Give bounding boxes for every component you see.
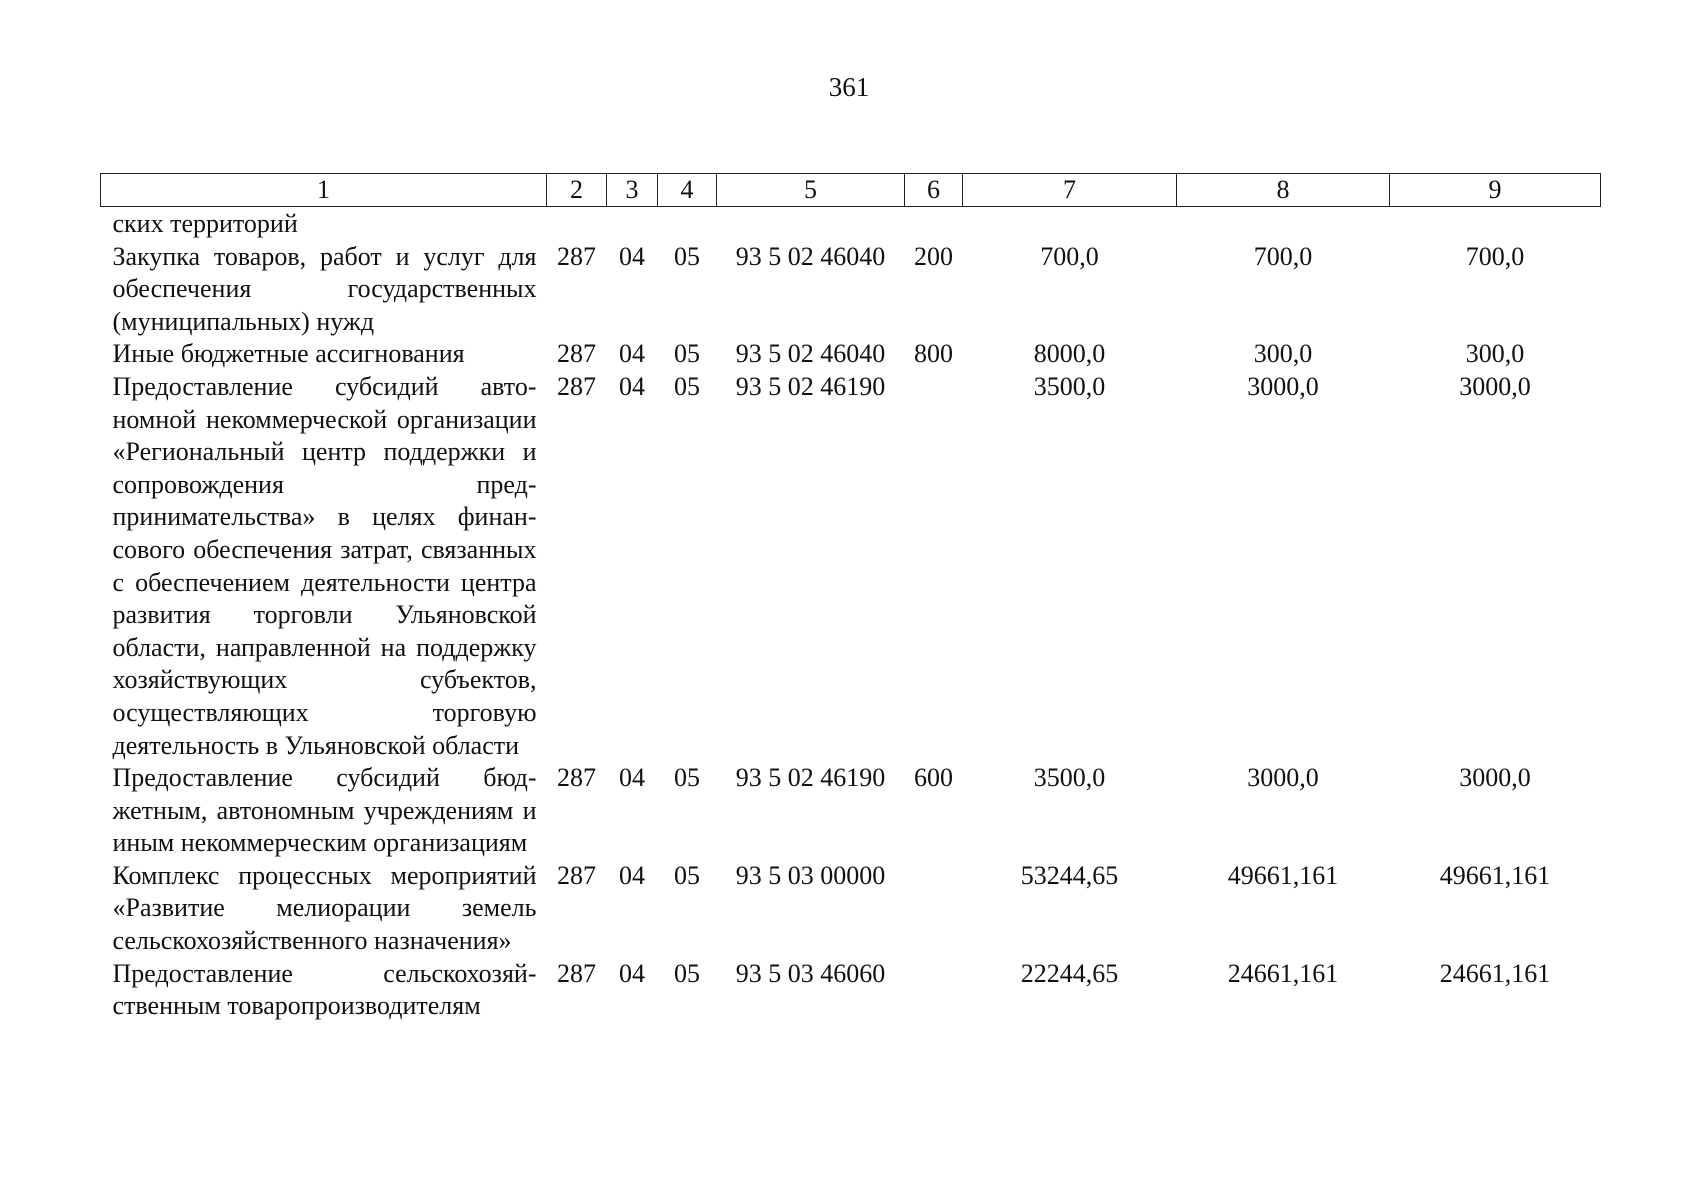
- amount-col-8: 3000,0: [1247, 371, 1319, 401]
- ministry-code: [547, 207, 607, 241]
- section-code: 04: [619, 371, 645, 401]
- section-code: 04: [619, 241, 645, 271]
- header-col-1: 1: [101, 174, 547, 207]
- amount-col-8: 24661,161: [1227, 958, 1339, 988]
- table-body: [101, 207, 1601, 1023]
- row-name: Предоставление субсидий автономной некоммерческой организации «Региональный центр поддержки и сопровождения предпринимательства» в целях финансового обеспечения затрат, связанных с обеспечением деятельности центра развития торговли Ульяновской области, направленной на поддержку хозяйствующих субъектов, осуществляющих торговую деятельность в Ульяновской области: [112, 371, 537, 760]
- ministry-code: 287: [557, 241, 596, 271]
- amount-col-9: 49661,161: [1439, 860, 1551, 890]
- table-row: [101, 762, 1601, 860]
- table-row: [101, 371, 1601, 762]
- expense-type-code: [905, 958, 963, 1023]
- subsection-code: 05: [674, 339, 700, 369]
- target-article-code: 93 5 02 46190: [735, 763, 886, 793]
- amount-col-7: 22244,65: [1020, 958, 1119, 988]
- amount-col-9: 24661,161: [1439, 958, 1551, 988]
- amount-col-8: 700,0: [1253, 241, 1313, 271]
- amount-col-7: 3500,0: [1033, 371, 1106, 401]
- section-code: 04: [619, 763, 645, 793]
- expense-type-code: [905, 371, 963, 762]
- section-code: [607, 207, 658, 241]
- table-header: [101, 174, 1601, 207]
- ministry-code: 287: [557, 339, 596, 369]
- amount-col-8: 300,0: [1253, 339, 1313, 369]
- amount-col-7: 700,0: [1040, 241, 1099, 271]
- expense-type-code: [905, 207, 963, 241]
- table-row: [101, 207, 1601, 241]
- row-name: Иные бюджетные ассигнования: [112, 339, 465, 369]
- expense-type-code: 800: [914, 339, 953, 369]
- subsection-code: 05: [674, 958, 700, 988]
- table-row: [101, 958, 1601, 1023]
- row-name: Предоставление субсидий бюджетным, автономным учреждениям и иным некоммерческим организациям: [112, 763, 537, 858]
- table-row: [101, 241, 1601, 339]
- target-article-code: [717, 207, 905, 241]
- subsection-code: [658, 207, 717, 241]
- section-code: 04: [619, 860, 645, 890]
- subsection-code: 05: [674, 241, 700, 271]
- amount-col-7: 3500,0: [1033, 763, 1106, 793]
- header-row: [101, 174, 1601, 207]
- target-article-code: 93 5 02 46190: [735, 371, 886, 401]
- table-row: [101, 338, 1601, 371]
- target-article-code: 93 5 02 46040: [735, 241, 886, 271]
- header-col-5: 5: [717, 174, 905, 207]
- subsection-code: 05: [674, 860, 700, 890]
- amount-col-8: [1177, 207, 1390, 241]
- page-number: 361: [828, 72, 870, 102]
- section-code: 04: [619, 339, 645, 369]
- amount-col-9: 700,0: [1465, 241, 1525, 271]
- amount-col-9: 300,0: [1465, 339, 1525, 369]
- section-code: 04: [619, 958, 645, 988]
- row-name: ских территорий: [112, 209, 298, 238]
- header-col-4: 4: [658, 174, 717, 207]
- row-name: Предоставление сельскохозяйственным товаропроизводителям: [112, 958, 537, 1021]
- subsection-code: 05: [674, 763, 700, 793]
- ministry-code: 287: [557, 860, 596, 890]
- amount-col-9: [1390, 207, 1601, 241]
- header-col-3: 3: [607, 174, 658, 207]
- row-name: Комплекс процессных мероприятий «Развитие мелиорации земель сельскохозяйственного назначения»: [112, 860, 537, 956]
- header-col-9: 9: [1390, 174, 1601, 207]
- amount-col-9: 3000,0: [1459, 763, 1531, 793]
- budget-table: [100, 173, 1601, 1023]
- table-row: [101, 860, 1601, 958]
- header-col-7: 7: [963, 174, 1177, 207]
- ministry-code: 287: [557, 371, 596, 401]
- amount-col-8: 49661,161: [1227, 860, 1339, 890]
- ministry-code: 287: [557, 958, 596, 988]
- expense-type-code: 600: [914, 763, 953, 793]
- subsection-code: 05: [674, 371, 700, 401]
- amount-col-7: 8000,0: [1033, 339, 1106, 369]
- expense-type-code: 200: [914, 241, 953, 271]
- target-article-code: 93 5 02 46040: [735, 339, 886, 369]
- expense-type-code: [905, 860, 963, 958]
- header-col-8: 8: [1177, 174, 1390, 207]
- target-article-code: 93 5 03 46060: [735, 958, 886, 988]
- ministry-code: 287: [557, 763, 596, 793]
- amount-col-9: 3000,0: [1459, 371, 1531, 401]
- header-col-2: 2: [547, 174, 607, 207]
- header-col-6: 6: [905, 174, 963, 207]
- amount-col-7: 53244,65: [1020, 860, 1119, 890]
- row-name: Закупка товаров, работ и услуг для обеспечения государственных (муниципальных) нужд: [112, 241, 537, 336]
- target-article-code: 93 5 03 00000: [735, 860, 886, 890]
- amount-col-8: 3000,0: [1247, 763, 1319, 793]
- amount-col-7: [963, 207, 1177, 241]
